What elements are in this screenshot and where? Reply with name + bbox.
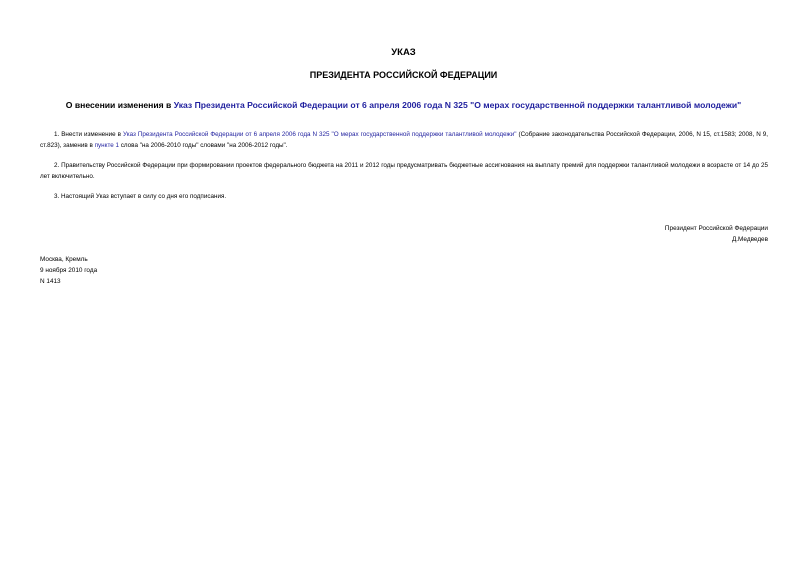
decree-number: N 1413	[40, 278, 61, 285]
paragraph-1	[40, 130, 768, 151]
signature-position: Президент Российской Федерации	[664, 225, 768, 232]
signing-place: Москва, Кремль	[40, 256, 88, 263]
paragraph-1-text-a: 1. Внести изменение в	[54, 131, 123, 138]
document-heading	[0, 100, 807, 110]
signing-date: 9 ноября 2010 года	[40, 267, 98, 274]
paragraph-2: 2. Правительству Российской Федерации при формировании проектов федерального бюджета на 2011 и 2012 годы предусматривать бюджетные ассигнования на выплату премий для поддержки талантливой молодежи в возрасте от 14 до 25 лет включительно.	[40, 162, 768, 180]
signature-name: Д.Медведев	[731, 236, 768, 243]
heading-prefix: О внесении изменения в	[65, 100, 174, 110]
clause-link[interactable]: пункте 1	[94, 141, 120, 149]
document-subtitle: ПРЕЗИДЕНТА РОССИЙСКОЙ ФЕДЕРАЦИИ	[309, 70, 498, 80]
paragraph-1-text-c: слова "на 2006-2010 годы" словами "на 2006-2012 годы".	[119, 141, 288, 149]
heading-decree-link[interactable]: Указ Президента Российской Федерации от 6 апреля 2006 года N 325 "О мерах государственной поддержки талантливой молодежи"	[173, 100, 742, 110]
decree-link[interactable]: Указ Президента Российской Федерации от 6 апреля 2006 года N 325 "О мерах государственной поддержки талантливой молодежи"	[122, 131, 517, 138]
paragraph-3: 3. Настоящий Указ вступает в силу со дня его подписания.	[54, 193, 227, 200]
paragraph-1-text-b: (Собрание законодательства Российской Федерации, 2006, N 15, ст.1583; 2008, N 9, ст.823), заменив в	[40, 131, 768, 149]
document-title: УКАЗ	[391, 47, 416, 58]
